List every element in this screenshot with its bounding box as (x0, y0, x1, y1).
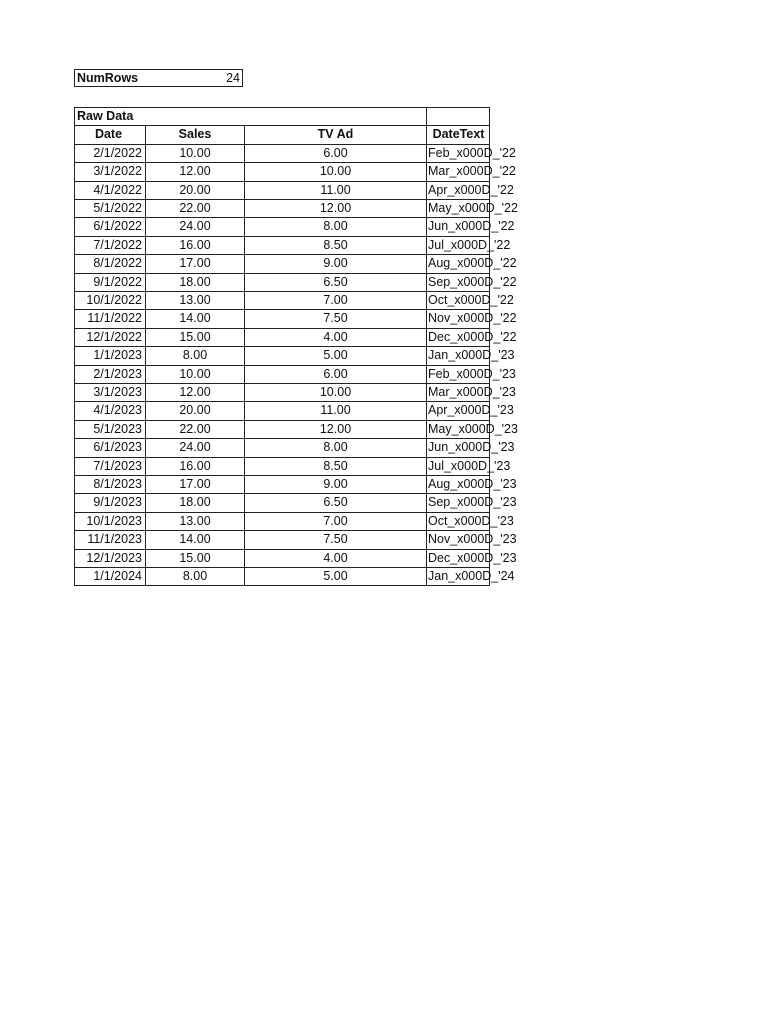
sales-cell: 18.00 (145, 493, 244, 511)
datetext-cell: Jan_x000D_'24 (426, 567, 490, 585)
datetext-cell: Jan_x000D_'23 (426, 346, 490, 364)
datetext-cell: Aug_x000D_'22 (426, 254, 490, 272)
datetext-cell: Jun_x000D_'23 (426, 438, 490, 456)
date-cell: 2/1/2023 (74, 365, 145, 383)
date-cell: 3/1/2023 (74, 383, 145, 401)
sales-cell: 15.00 (145, 328, 244, 346)
tv-ad-cell: 6.00 (244, 365, 426, 383)
sales-cell: 17.00 (145, 475, 244, 493)
table-row (74, 438, 515, 456)
date-cell: 9/1/2022 (74, 273, 145, 291)
date-cell: 1/1/2023 (74, 346, 145, 364)
date-cell: 3/1/2022 (74, 162, 145, 180)
datetext-cell: Mar_x000D_'23 (426, 383, 490, 401)
datetext-cell: Dec_x000D_'23 (426, 549, 490, 567)
date-cell: 7/1/2022 (74, 236, 145, 254)
tv-ad-cell: 8.50 (244, 236, 426, 254)
date-cell: 7/1/2023 (74, 457, 145, 475)
table-row (74, 162, 516, 180)
table-title: Raw Data (74, 107, 426, 125)
sales-cell: 24.00 (145, 438, 244, 456)
datetext-cell: Nov_x000D_'22 (426, 309, 490, 327)
date-cell: 5/1/2023 (74, 420, 145, 438)
sales-cell: 12.00 (145, 383, 244, 401)
table-row (74, 512, 514, 530)
datetext-cell: Nov_x000D_'23 (426, 530, 490, 548)
datetext-cell: Feb_x000D_'22 (426, 144, 490, 162)
sales-cell: 10.00 (145, 144, 244, 162)
datetext-cell: May_x000D_'22 (426, 199, 490, 217)
tv-ad-cell: 10.00 (244, 383, 426, 401)
date-cell: 4/1/2022 (74, 181, 145, 199)
header-sales: Sales (145, 125, 244, 143)
date-cell: 12/1/2022 (74, 328, 145, 346)
tv-ad-cell: 7.50 (244, 309, 426, 327)
table-row (74, 383, 516, 401)
tv-ad-cell: 5.00 (244, 346, 426, 364)
date-cell: 11/1/2023 (74, 530, 145, 548)
datetext-cell: Feb_x000D_'23 (426, 365, 490, 383)
date-cell: 6/1/2022 (74, 217, 145, 235)
sales-cell: 13.00 (145, 512, 244, 530)
tv-ad-cell: 8.00 (244, 217, 426, 235)
date-cell: 2/1/2022 (74, 144, 145, 162)
sales-cell: 12.00 (145, 162, 244, 180)
header-row (74, 125, 490, 143)
table-row (74, 401, 514, 419)
tv-ad-cell: 8.00 (244, 438, 426, 456)
tv-ad-cell: 6.50 (244, 273, 426, 291)
tv-ad-cell: 7.50 (244, 530, 426, 548)
table-row (74, 181, 514, 199)
sales-cell: 14.00 (145, 530, 244, 548)
sales-cell: 8.00 (145, 567, 244, 585)
table-row (74, 254, 517, 272)
table-bottom-border (74, 585, 490, 586)
tv-ad-cell: 4.00 (244, 549, 426, 567)
date-cell: 9/1/2023 (74, 493, 145, 511)
datetext-cell: Sep_x000D_'23 (426, 493, 490, 511)
header-tv-ad: TV Ad (244, 125, 426, 143)
date-cell: 5/1/2022 (74, 199, 145, 217)
tv-ad-cell: 12.00 (244, 420, 426, 438)
sales-cell: 13.00 (145, 291, 244, 309)
header-date: Date (74, 125, 145, 143)
table-row (74, 309, 517, 327)
date-cell: 4/1/2023 (74, 401, 145, 419)
datetext-cell: Apr_x000D_'22 (426, 181, 490, 199)
table-row (74, 420, 518, 438)
tv-ad-cell: 6.50 (244, 493, 426, 511)
date-cell: 6/1/2023 (74, 438, 145, 456)
empty-cell (426, 107, 490, 125)
datetext-cell: Aug_x000D_'23 (426, 475, 490, 493)
tv-ad-cell: 11.00 (244, 181, 426, 199)
datetext-cell: Dec_x000D_'22 (426, 328, 490, 346)
tv-ad-cell: 9.00 (244, 254, 426, 272)
datetext-cell: Mar_x000D_'22 (426, 162, 490, 180)
table-row (74, 567, 515, 585)
datetext-cell: Jun_x000D_'22 (426, 217, 490, 235)
tv-ad-cell: 9.00 (244, 475, 426, 493)
table-row (74, 475, 517, 493)
table-row (74, 291, 514, 309)
table-row (74, 549, 517, 567)
table-row (74, 199, 518, 217)
sales-cell: 17.00 (145, 254, 244, 272)
sales-cell: 22.00 (145, 420, 244, 438)
datetext-cell: May_x000D_'23 (426, 420, 490, 438)
sales-cell: 8.00 (145, 346, 244, 364)
date-cell: 8/1/2022 (74, 254, 145, 272)
tv-ad-cell: 4.00 (244, 328, 426, 346)
tv-ad-cell: 8.50 (244, 457, 426, 475)
date-cell: 12/1/2023 (74, 549, 145, 567)
table-row (74, 346, 515, 364)
tv-ad-cell: 6.00 (244, 144, 426, 162)
date-cell: 10/1/2022 (74, 291, 145, 309)
table-row (74, 328, 517, 346)
datetext-cell: Oct_x000D_'23 (426, 512, 490, 530)
sales-cell: 14.00 (145, 309, 244, 327)
table-row (74, 217, 515, 235)
datetext-cell: Jul_x000D_'22 (426, 236, 490, 254)
table-title-row (74, 107, 490, 125)
sales-cell: 18.00 (145, 273, 244, 291)
table-row (74, 273, 517, 291)
table-row (74, 457, 511, 475)
tv-ad-cell: 12.00 (244, 199, 426, 217)
tv-ad-cell: 7.00 (244, 512, 426, 530)
sales-cell: 20.00 (145, 401, 244, 419)
datetext-cell: Oct_x000D_'22 (426, 291, 490, 309)
table-row (74, 493, 517, 511)
header-datetext: DateText (426, 125, 490, 143)
numrows-value: 24 (226, 71, 240, 85)
tv-ad-cell: 11.00 (244, 401, 426, 419)
tv-ad-cell: 7.00 (244, 291, 426, 309)
tv-ad-cell: 10.00 (244, 162, 426, 180)
table-row (74, 236, 511, 254)
date-cell: 10/1/2023 (74, 512, 145, 530)
datetext-cell: Jul_x000D_'23 (426, 457, 490, 475)
sales-cell: 16.00 (145, 457, 244, 475)
date-cell: 8/1/2023 (74, 475, 145, 493)
tv-ad-cell: 5.00 (244, 567, 426, 585)
date-cell: 11/1/2022 (74, 309, 145, 327)
table-row (74, 365, 516, 383)
datetext-cell: Sep_x000D_'22 (426, 273, 490, 291)
datetext-cell: Apr_x000D_'23 (426, 401, 490, 419)
sales-cell: 20.00 (145, 181, 244, 199)
date-cell: 1/1/2024 (74, 567, 145, 585)
sales-cell: 10.00 (145, 365, 244, 383)
numrows-box (74, 69, 243, 87)
table-row (74, 144, 516, 162)
sales-cell: 16.00 (145, 236, 244, 254)
numrows-label: NumRows (77, 71, 139, 85)
sales-cell: 15.00 (145, 549, 244, 567)
table-row (74, 530, 517, 548)
sales-cell: 24.00 (145, 217, 244, 235)
sales-cell: 22.00 (145, 199, 244, 217)
